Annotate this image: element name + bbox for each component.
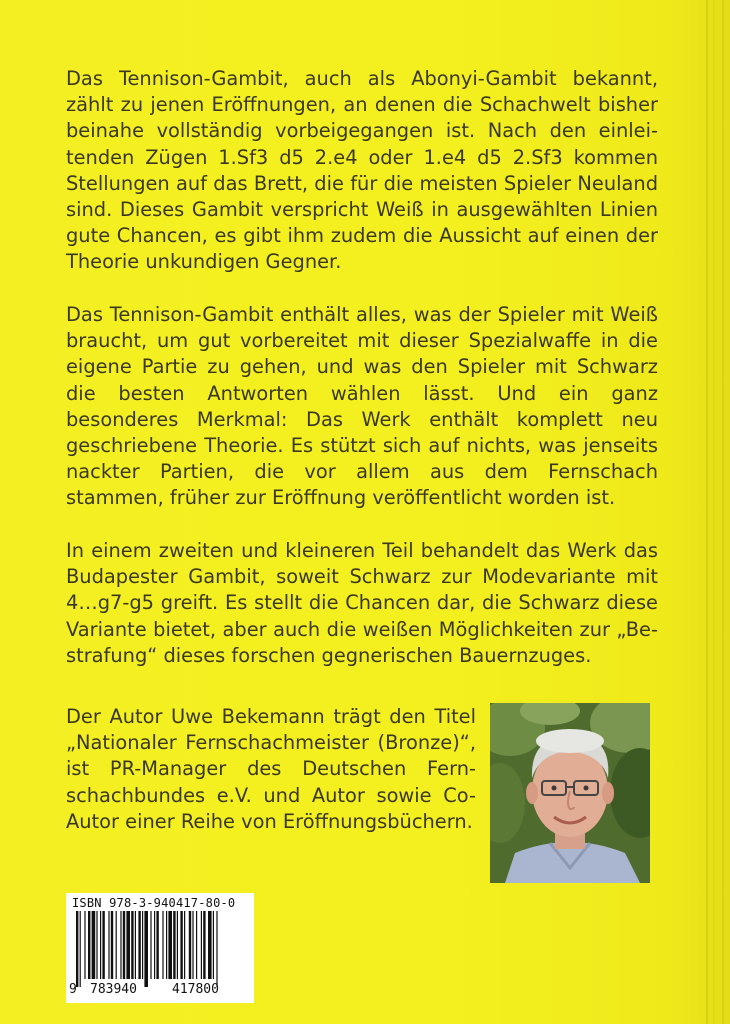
barcode-bar [123,911,125,979]
spine-edge [706,0,708,1024]
barcode-bar [100,911,101,979]
author-portrait-image [490,703,650,883]
blurb-paragraph-1 [66,66,658,276]
barcode-bar [213,911,214,979]
barcode-bar [189,911,191,979]
blurb-paragraph-3-text: In einem zweiten und kleineren Teil behandelt das Werk das Budapester Gambit, soweit Schwarz zur Modevariante mit 4…g7-g5 greift. Es stellt die Chancen dar, die Schwarz diese Variante bietet, aber auch die weißen Möglichkeiten zur „Bestrafung“ dieses forschen gegnerischen Bauernzuges. [66,539,658,667]
barcode-bar [135,911,136,979]
barcode-bar [180,911,182,979]
barcode-bar [131,911,133,979]
barcode-bar [166,911,167,979]
barcode-digit-group-1: 783940 [90,982,137,997]
barcode-bar [96,911,97,979]
barcode-bar [156,911,158,979]
barcode-bar [173,911,175,979]
isbn-barcode [66,893,254,1003]
barcode-bar [216,911,217,987]
isbn-label: ISBN 978-3-940417-80-0 [72,896,236,910]
barcode-bar [208,911,212,979]
barcode-bar [162,911,163,979]
blurb-paragraph-3 [66,538,658,669]
barcode-bar [84,911,85,979]
barcode-bar [203,911,205,979]
blurb-paragraph-2 [66,302,658,512]
barcode-bar [184,911,185,979]
barcode-bar [168,911,172,979]
author-bio: Der Autor Uwe Bekemann trägt den Titel „Nationaler Fernschachmeister (Bronze)“, ist PR-Manager des Deutschen Fernschachbundes e.V. und Autor sowie Co-Autor einer Reihe von Eröffnungsbüchern. [66,705,476,833]
barcode-bar [126,911,130,979]
barcode-bar [120,911,121,979]
barcode-bar [150,911,151,979]
barcode-first-digit: 9 [69,982,77,997]
barcode-bar [76,911,78,987]
author-photo [490,703,650,883]
spine-edge [713,0,715,1024]
barcode-bar [88,911,90,979]
blurb-paragraph-1-text: Das Tennison-Gambit, auch als Abonyi-Gambit bekannt, zählt zu jenen Eröffnungen, an denen die Schachwelt bisher beinahe vollständig vorbeigegangen ist. Nach den einleitenden Zügen 1.Sf3 d5 2.e4 oder 1.e4 d5 2.Sf3 kommen Stellungen auf das Brett, die für die meisten Spieler Neuland sind. Dieses Gambit verspricht Weiß in ausgewählten Linien gute Chancen, es gibt ihm zudem die Aussicht auf einen der Theorie unkundigen Gegner. [66,67,658,274]
barcode-bar [142,911,143,979]
barcode-bars [76,911,248,987]
barcode-bar [196,911,197,979]
barcode-bar [111,911,113,979]
barcode-bar [154,911,155,979]
barcode-bar [92,911,96,979]
barcode-bar [138,911,140,979]
barcode-bar [201,911,202,979]
barcode-bar [116,911,117,979]
barcode-digit-group-2: 417800 [172,982,219,997]
barcode-bar [80,911,81,987]
barcode-bar [102,911,104,979]
blurb-paragraph-2-text: Das Tennison-Gambit enthält alles, was der Spieler mit Weiß braucht, um gut vorbereitet mit dieser Spezialwaffe in die eigene Partie zu gehen, und was den Spieler mit Schwarz die besten Antworten wählen lässt. Und ein ganz besonderes Merkmal: Das Werk enthält komplett neu geschriebene Theorie. Es stützt sich auf nichts, was jenseits nackter Partien, die vor allem aus dem Fernschach stammen, früher zur Eröffnung veröffentlicht worden ist. [66,303,658,510]
barcode-bar [144,911,148,987]
barcode-bar [177,911,178,979]
spine-edge [722,0,724,1024]
barcode-bar [192,911,193,979]
barcode-bar [108,911,109,979]
